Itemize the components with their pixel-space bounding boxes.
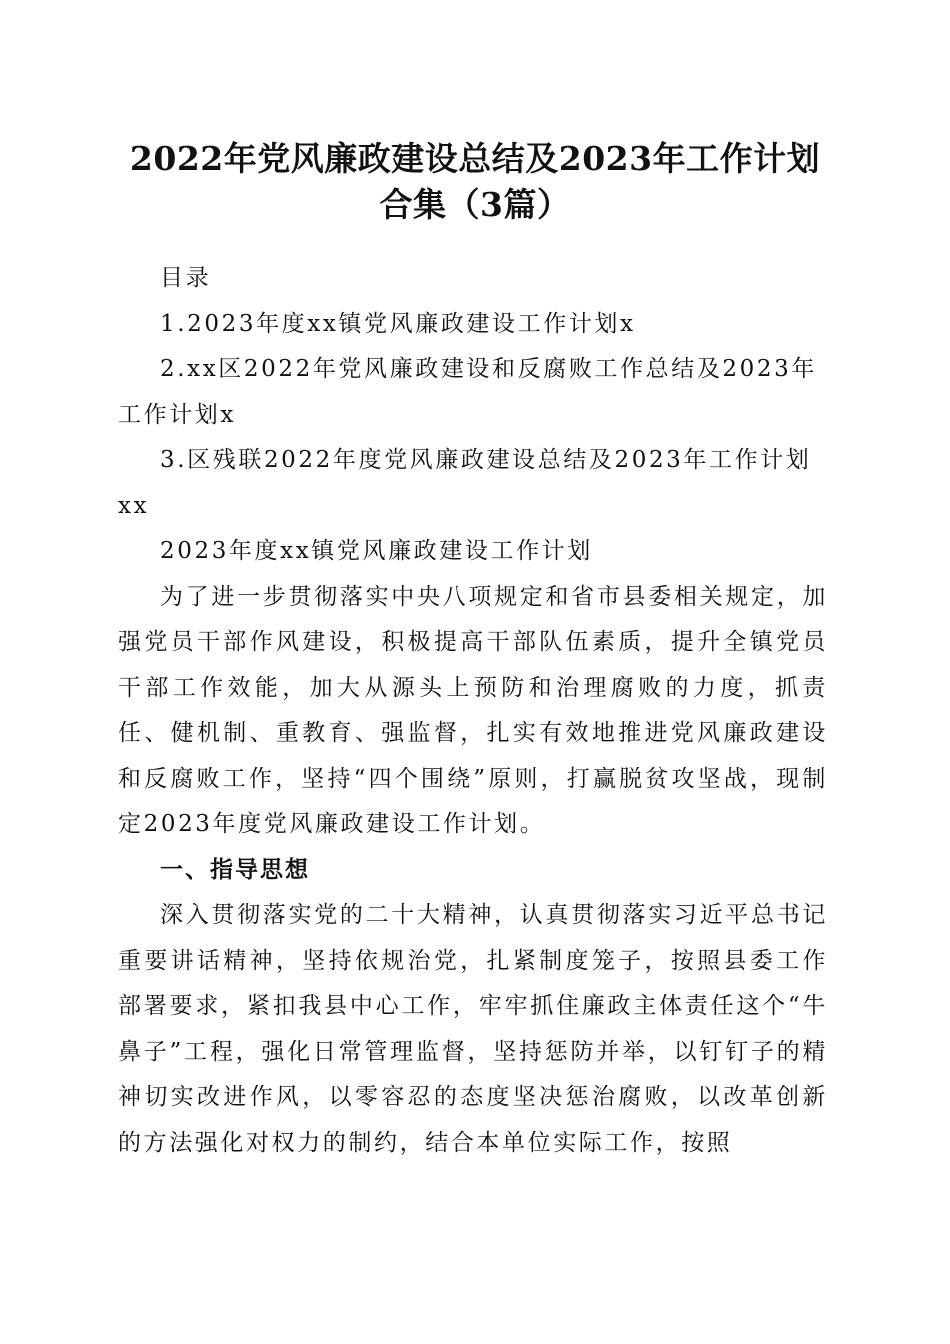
document-title-line-2: 合集（3篇） [379, 185, 571, 224]
guiding-paragraph: 深入贯彻落实党的二十大精神，认真贯彻落实习近平总书记重要讲话精神，坚持依规治党，扎紧制度笼子，按照县委工作部署要求，紧扣我县中心工作，牢牢抓住廉政主体责任这个“牛鼻子”工程，强化日常管理监督，坚持惩防并举，以钉钉子的精神切实改进作风，以零容忍的态度坚决惩治腐败，以改革创新的方法强化对权力的制约，结合本单位实际工作，按照 [118, 902, 828, 1156]
toc-item-1: 1.2023年度xx镇党风廉政建设工作计划x [160, 310, 636, 337]
document-body [118, 256, 828, 1166]
toc-item-2: 2.xx区2022年党风廉政建设和反腐败工作总结及2023年工作计划x [118, 356, 817, 428]
document-title-line-1: 2022年党风廉政建设总结及2023年工作计划 [129, 139, 821, 178]
intro-paragraph: 为了进一步贯彻落实中央八项规定和省市县委相关规定，加强党员干部作风建设，积极提高干部队伍素质，提升全镇党员干部工作效能，加大从源头上预防和治理腐败的力度，抓责任、健机制、重教育、强监督，扎实有效地推进党风廉政建设和反腐败工作，坚持“四个围绕”原则，打赢脱贫攻坚战，现制定2023年度党风廉政建设工作计划。 [118, 583, 828, 837]
toc-heading: 目录 [160, 265, 212, 291]
document-title [80, 136, 870, 228]
toc-item-3: 3.区残联2022年度党风廉政建设总结及2023年工作计划xx [118, 447, 812, 519]
section-title: 2023年度xx镇党风廉政建设工作计划 [160, 538, 593, 564]
heading-guiding-thought: 一、指导思想 [160, 856, 310, 883]
